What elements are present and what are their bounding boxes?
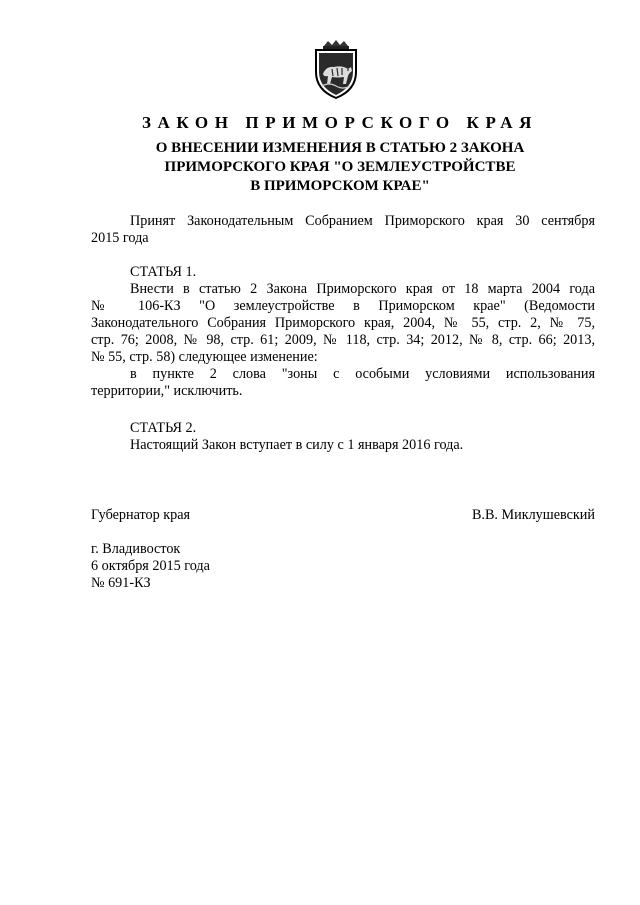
- article-1-heading: [91, 264, 595, 281]
- article-line: в пункте 2 слова "зоны с особыми условиями использования: [130, 366, 595, 382]
- article-2-heading: [91, 420, 595, 437]
- article-heading-text: СТАТЬЯ 2.: [130, 420, 197, 436]
- city: г. Владивосток: [91, 541, 181, 557]
- article-heading-text: СТАТЬЯ 1.: [130, 264, 197, 280]
- adoption-line: 2015 года: [91, 230, 149, 246]
- law-number: № 691-КЗ: [91, 575, 151, 591]
- coat-of-arms-emblem: [310, 40, 362, 100]
- signing-date: 6 октября 2015 года: [91, 558, 210, 574]
- article-line: территории," исключить.: [91, 383, 243, 399]
- subtitle-line: ПРИМОРСКОГО КРАЯ "О ЗЕМЛЕУСТРОЙСТВЕ: [164, 159, 516, 175]
- subtitle-line: В ПРИМОРСКОМ КРАЕ": [250, 178, 430, 194]
- coat-of-arms-icon: [310, 40, 362, 100]
- place-date-block: [91, 541, 210, 592]
- subtitle-line: О ВНЕСЕНИИ ИЗМЕНЕНИЯ В СТАТЬЮ 2 ЗАКОНА: [155, 140, 525, 156]
- article-line: Настоящий Закон вступает в силу с 1 января 2016 года.: [130, 437, 464, 453]
- signatory-name: В.В. Миклушевский: [471, 507, 595, 523]
- signatory-position: Губернатор края: [91, 507, 191, 523]
- article-line: Внести в статью 2 Закона Приморского края от 18 марта 2004 года: [130, 281, 595, 297]
- article-1-text: [91, 281, 595, 400]
- law-title: ЗАКОН ПРИМОРСКОГО КРАЯ: [141, 113, 539, 132]
- signature-block: [91, 507, 595, 524]
- adoption-line: Принят Законодательным Собранием Приморского края 30 сентября: [130, 213, 595, 229]
- article-line: № 55, стр. 58) следующее изменение:: [91, 349, 318, 365]
- article-line: Законодательного Собрания Приморского края, 2004, № 55, стр. 2, № 75,: [91, 315, 595, 331]
- article-line: № 106-КЗ "О землеустройстве в Приморском крае" (Ведомости: [91, 298, 595, 314]
- article-line: стр. 76; 2008, № 98, стр. 61; 2009, № 118, стр. 34; 2012, № 8, стр. 66; 2013,: [91, 332, 595, 348]
- law-subtitle: [90, 139, 590, 196]
- article-2-text: [91, 437, 595, 454]
- adoption-statement: [91, 213, 595, 247]
